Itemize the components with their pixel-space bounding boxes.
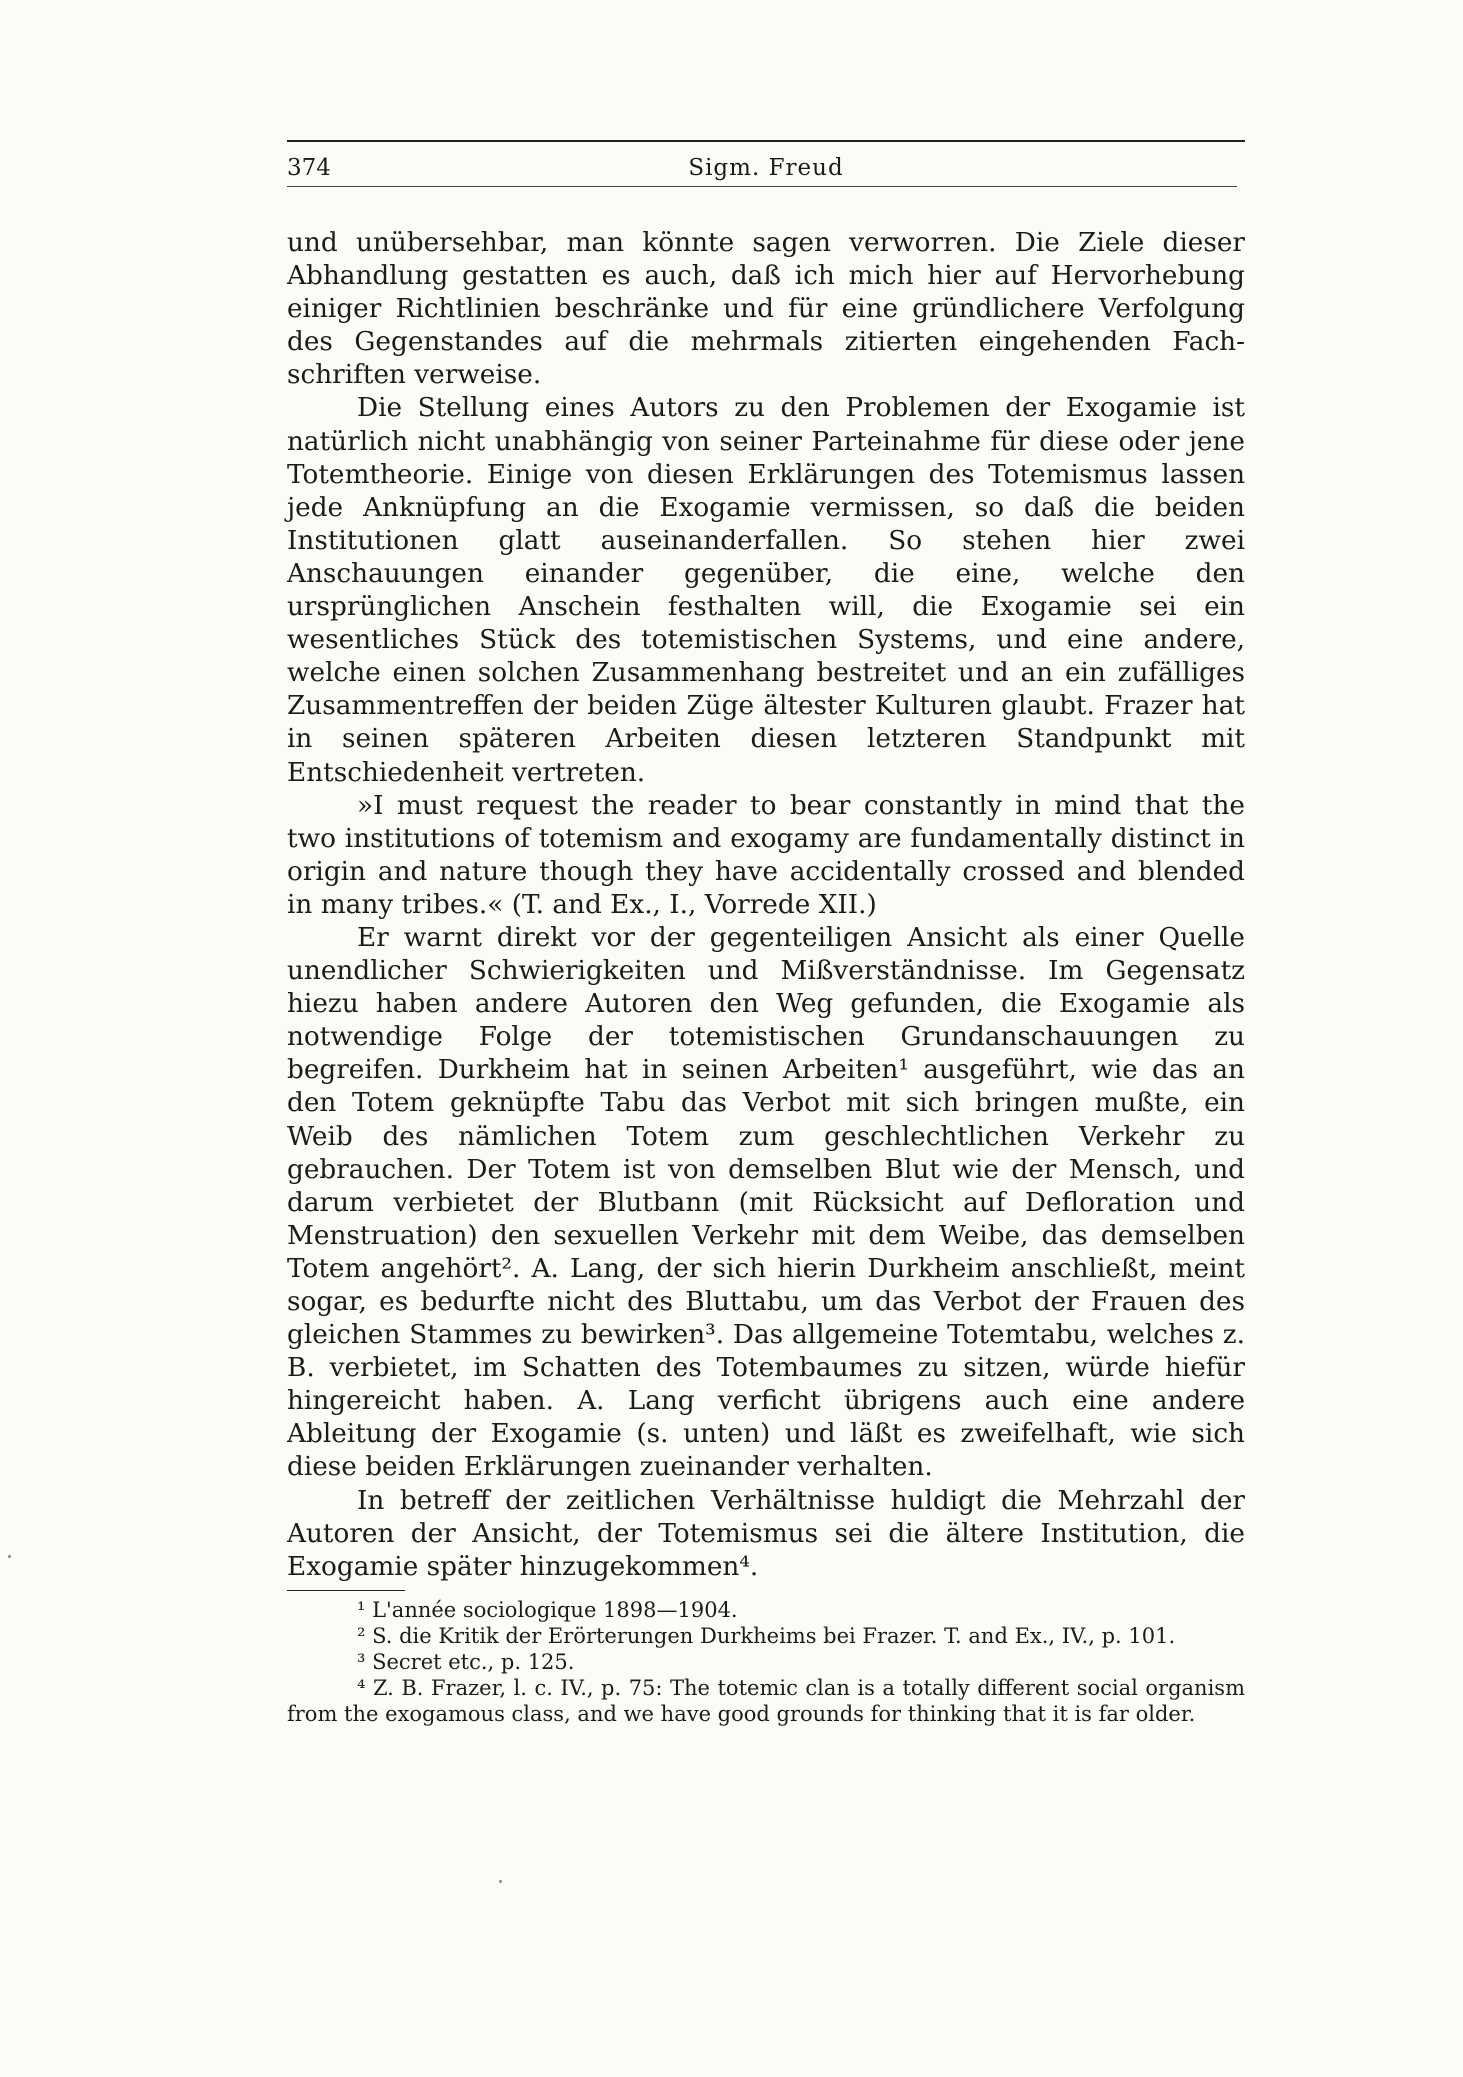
- footnote-rule: [287, 1590, 405, 1591]
- page-number: 374: [287, 155, 331, 181]
- main-text: [287, 227, 1245, 1584]
- page-header: [287, 140, 1245, 182]
- paragraph-5: In betreff der zeitlichen Verhältnisse huldigt die Mehrzahl der Autoren der Ansicht, der Totemismus sei die ältere Institution, die Exogamie später hinzugekommen⁴.: [287, 1485, 1245, 1582]
- footnotes: [287, 1597, 1245, 1727]
- footnote-1: ¹ L'année sociologique 1898—1904.: [357, 1597, 738, 1622]
- header-rule: [287, 186, 1237, 187]
- paragraph-4: Er warnt direkt vor der gegenteiligen Ansicht als einer Quelle unendlicher Schwierigkeiten und Mißverständnisse. Im Gegensatz hiezu haben andere Autoren den Weg gefunden, die Exogamie als notwendige Folge der totemistischen Grundanschauungen zu begreifen. Durkheim hat in seinen Arbeiten¹ ausgeführt, wie das an den Totem geknüpfte Tabu das Verbot mit sich bringen mußte, ein Weib des nämlichen Totem zum geschlechtlichen Verkehr zu gebrauchen. Der Totem ist von demselben Blut wie der Mensch, und darum verbietet der Blutbann (mit Rücksicht auf Defloration und Menstruation) den sexuellen Verkehr mit dem Weibe, das demselben Totem angehört². A. Lang, der sich hierin Durkheim anschließt, meint sogar, es bedurfte nicht des Bluttabu, um das Verbot der Frauen des gleichen Stammes zu bewirken³. Das allgemeine Totemtabu, welches z. B. verbietet, im Schatten des Totembaumes zu sitzen, würde hiefür hingereicht haben. A. Lang verficht übrigens auch eine andere Ableitung der Exogamie (s. unten) und läßt es zweifelhaft, wie sich diese beiden Erklärungen zueinander verhalten.: [287, 922, 1245, 1483]
- paragraph-2: Die Stellung eines Autors zu den Problemen der Exogamie ist natürlich nicht unabhängig von seiner Parteinahme für diese oder jene Totemtheorie. Einige von diesen Erklärungen des Totemismus lassen jede Anknüpfung an die Exogamie vermissen, so daß die beiden Institutionen glatt auseinanderfallen. So stehen hier zwei Anschauungen einander gegenüber, die eine, welche den ursprünglichen Anschein festhalten will, die Exogamie sei ein wesentliches Stück des totemistischen Systems, und eine andere, welche einen solchen Zusammenhang bestreitet und an ein zufälliges Zusammentreffen der beiden Züge ältester Kulturen glaubt. Frazer hat in seinen späteren Arbeiten diesen letzteren Standpunkt mit Entschiedenheit vertreten.: [287, 393, 1245, 788]
- running-head: Sigm. Freud: [688, 155, 844, 181]
- footnote-2: ² S. die Kritik der Erörterungen Durkheims bei Frazer. T. and Ex., IV., p. 101.: [357, 1623, 1176, 1648]
- paragraph-1: und unübersehbar, man könnte sagen verworren. Die Ziele dieser Abhandlung gestatten es auch, daß ich mich hier auf Hervorhebung einiger Richtlinien beschränke und für eine gründlichere Verfolgung des Gegenstandes auf die mehrmals zitierten eingehenden Fach-schriften verweise.: [287, 228, 1245, 391]
- scan-speck: [499, 1880, 502, 1883]
- footnote-3: ³ Secret etc., p. 125.: [357, 1649, 575, 1674]
- paragraph-3-quote: »I must request the reader to bear constantly in mind that the two institutions of totemism and exogamy are fundamentally distinct in origin and nature though they have accidentally crossed and blended in many tribes.« (T. and Ex., I., Vorrede XII.): [287, 790, 1245, 920]
- book-page: [287, 140, 1245, 1727]
- footnote-4: ⁴ Z. B. Frazer, l. c. IV., p. 75: The totemic clan is a totally different social organism from the exogamous class, and we have good grounds for thinking that it is far older.: [287, 1675, 1245, 1726]
- scan-speck: [8, 1555, 11, 1558]
